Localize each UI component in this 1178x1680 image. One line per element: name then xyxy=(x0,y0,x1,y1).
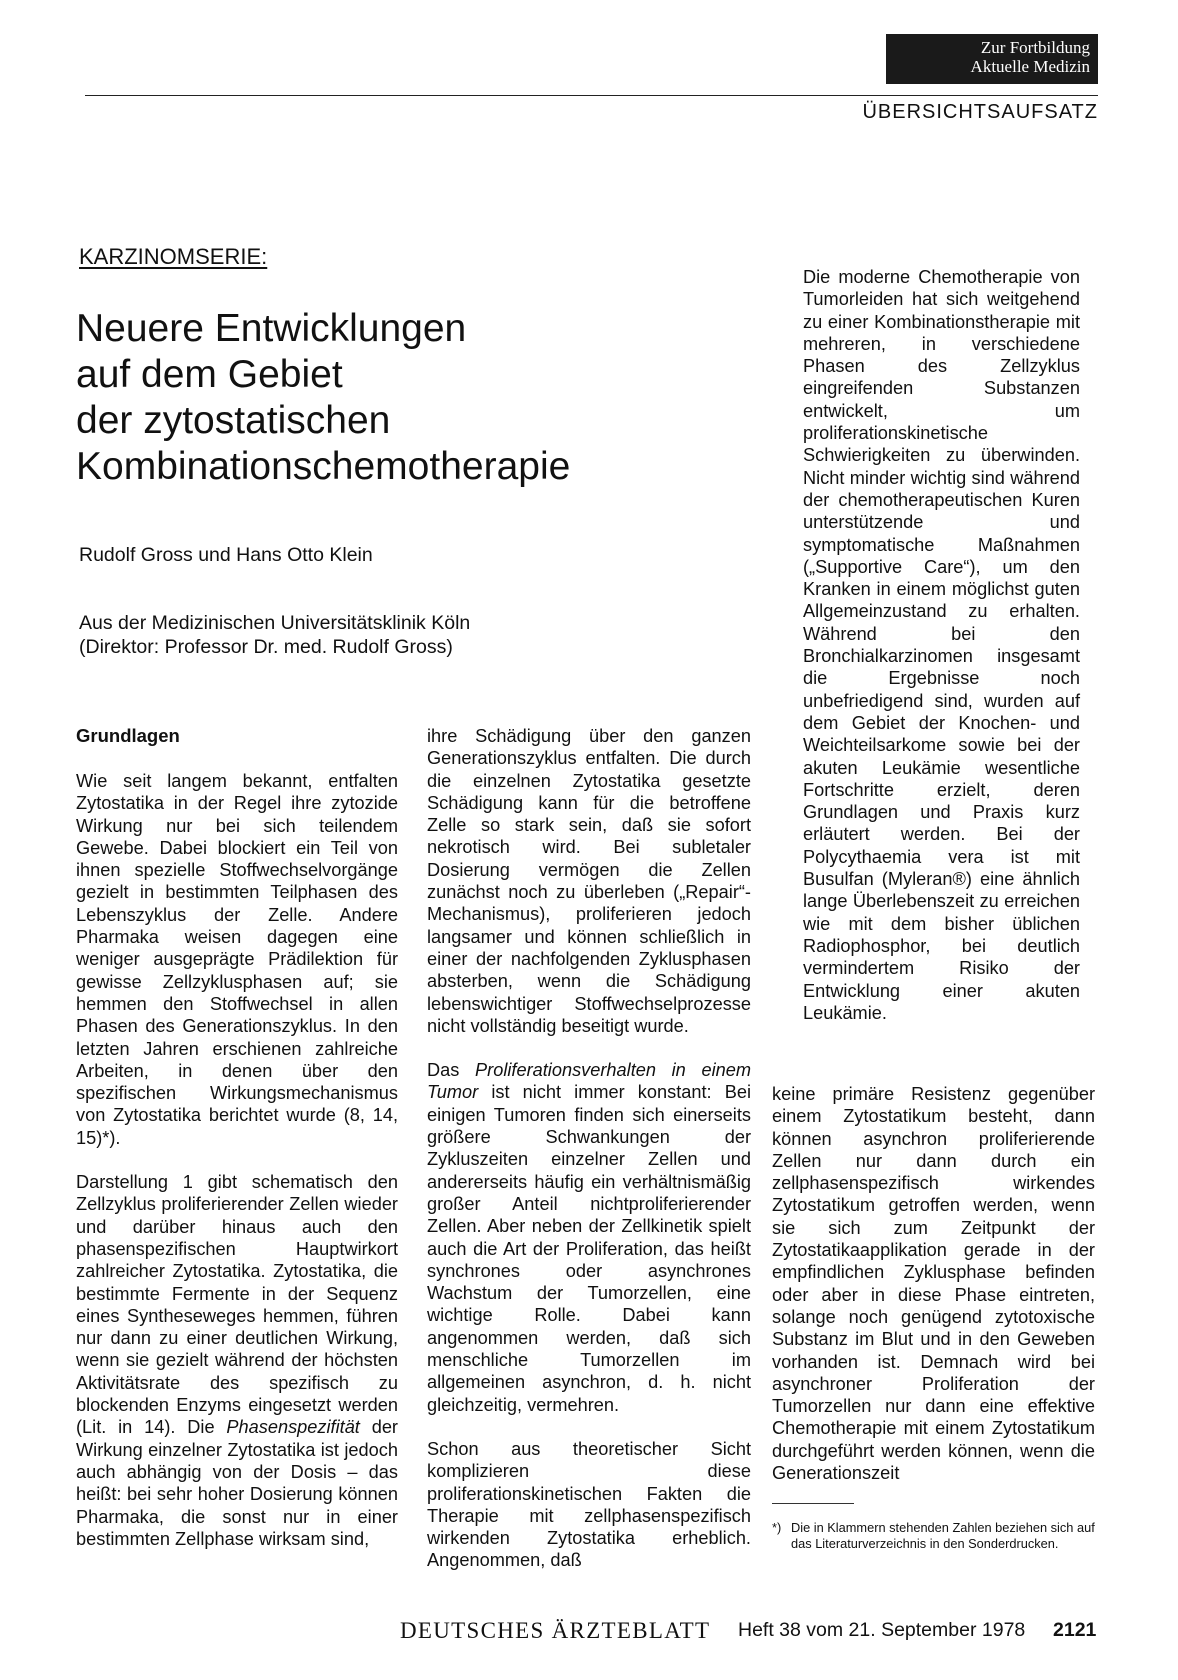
article-title xyxy=(76,306,676,490)
text-run: Darstellung 1 gibt schematisch den Zellzyklus proliferierender Zellen wieder und darüber hinaus auch den phasenspezifischen Hauptwirkort zahlreicher Zytostatika. Zytostatika, die bestimmte Fermente in der Sequenz eines Syntheseweges hemmen, führen nur dann zu einer deutlichen Wirkung, wenn sie gezielt während der höchsten Aktivitätsrate des spezifisch zu blockenden Enzyms eingesetzt werden (Lit. in 14). Die xyxy=(76,1172,398,1438)
body-paragraph xyxy=(427,1059,751,1416)
text-run: der Wirkung einzelner Zytostatika ist jedoch auch abhängig von der Dosis – das heißt: bei sehr hoher Dosierung können Pharmaka, die sonst nur in einer bestimmten Zellphase wirksam sind, xyxy=(76,1417,398,1549)
affiliation xyxy=(79,611,470,659)
page-number: 2121 xyxy=(1053,1619,1097,1641)
issue-info: Heft 38 vom 21. September 1978 xyxy=(738,1619,1026,1641)
footnote-text: Die in Klammern stehenden Zahlen beziehen sich auf das Literaturverzeichnis in den Sonderdrucken. xyxy=(791,1520,1095,1551)
series-label: KARZINOMSERIE: xyxy=(79,244,268,269)
journal-name: DEUTSCHES ÄRZTEBLATT xyxy=(400,1618,711,1643)
affiliation-line-1: Aus der Medizinischen Universitätsklinik Köln xyxy=(79,612,471,634)
emphasis-text: Phasenspezifität xyxy=(226,1417,360,1438)
title-line: Kombinationschemotherapie xyxy=(76,445,571,488)
footnote xyxy=(772,1520,1098,1552)
text-run: ist nicht immer konstant: Bei einigen Tumoren finden sich einerseits größere Schwankungen der Zykluszeiten einzelner Zellen und andererseits häufig ein verhältnismäßig großer Anteil nichtproliferierender Zellen. Aber neben der Zellkinetik spielt auch die Art der Proliferation, das heißt synchrones oder asynchrones Wachstum der Tumorzellen, eine wichtige Rolle. Dabei kann angenommen werden, daß sich menschliche Tumorzellen im allgemeinen asynchron, d. h. nicht gleichzeitig, vermehren. xyxy=(427,1082,751,1415)
body-paragraph: Wie seit langem bekannt, entfalten Zytostatika in der Regel ihre zytozide Wirkung nur bei sich teilendem Gewebe. Dabei blockiert ein Teil von ihnen spezielle Stoffwechselvorgänge gezielt in bestimmten Teilphasen des Lebenszyklus der Zelle. Andere Pharmaka weisen dagegen eine weniger ausgeprägte Prädilektion für gewisse Zellzyklusphasen auf; sie hemmen den Stoffwechsel in allen Phasen des Generationszyklus. In den letzten Jahren erschienen zahlreiche Arbeiten, in denen über den spezifischen Wirkungsmechanismus von Zytostatika berichtet wurde (8, 14, 15)*). xyxy=(76,771,398,1148)
title-line: Neuere Entwicklungen xyxy=(76,307,467,350)
body-paragraph xyxy=(76,1171,398,1550)
title-line: der zytostatischen xyxy=(76,399,391,442)
badge-line-1: Zur Fortbildung xyxy=(980,38,1090,57)
abstract-column xyxy=(803,266,1080,1024)
emphasis-text: Proliferationsverhalten in einem Tumor xyxy=(427,1060,751,1103)
text-run: Das xyxy=(427,1060,476,1081)
body-column-1 xyxy=(76,725,398,1550)
header-divider xyxy=(85,95,1098,96)
section-badge xyxy=(886,34,1098,84)
title-line: auf dem Gebiet xyxy=(76,353,343,396)
section-heading: Grundlagen xyxy=(76,725,180,746)
affiliation-line-2: (Direktor: Professor Dr. med. Rudolf Gross) xyxy=(79,636,453,658)
badge-line-2: Aktuelle Medizin xyxy=(970,57,1090,76)
body-column-3 xyxy=(772,1083,1095,1484)
body-paragraph: Schon aus theoretischer Sicht komplizieren diese proliferationskinetischen Fakten die Therapie mit zellphasenspezifisch wirkenden Zytostatika erheblich. Angenommen, daß xyxy=(427,1438,751,1571)
footnote-divider xyxy=(772,1503,854,1504)
authors: Rudolf Gross und Hans Otto Klein xyxy=(79,544,373,566)
body-column-2 xyxy=(427,725,751,1572)
body-paragraph: ihre Schädigung über den ganzen Generationszyklus entfalten. Die durch die einzelnen Zytostatika gesetzte Schädigung kann für die betroffene Zelle so stark sein, daß sie sofort nekrotisch wird. Bei subletaler Dosierung vermögen die Zellen zunächst noch zu überleben („Repair“-Mechanismus), proliferieren jedoch langsamer und können schließlich in einer der nachfolgenden Zyklusphasen absterben, wenn die Schädigung lebenswichtiger Stoffwechselprozesse nicht vollständig beseitigt wurde. xyxy=(427,726,751,1036)
section-label: ÜBERSICHTSAUFSATZ xyxy=(862,101,1098,123)
footnote-marker: *) xyxy=(772,1520,782,1535)
abstract-paragraph: Die moderne Chemotherapie von Tumorleiden hat sich weitgehend zu einer Kombinationstherapie mit mehreren, in verschiedene Phasen des Zellzyklus eingreifenden Substanzen entwickelt, um proliferationskinetische Schwierigkeiten zu überwinden. Nicht minder wichtig sind während der chemotherapeutischen Kuren unterstützende und symptomatische Maßnahmen („Supportive Care“), um den Kranken in einem möglichst guten Allgemeinzustand zu erhalten. Während bei den Bronchialkarzinomen insgesamt die Ergebnisse noch unbefriedigend sind, wurden auf dem Gebiet der Knochen- und Weichteilsarkome sowie bei der akuten Leukämie wesentliche Fortschritte erzielt, deren Grundlagen und Praxis kurz erläutert werden. Bei der Polycythaemia vera ist mit Busulfan (Myleran®) eine ähnlich lange Überlebenszeit zu erreichen wie mit dem bisher üblichen Radiophosphor, bei deutlich vermindertem Risiko der Entwicklung einer akuten Leukämie. xyxy=(803,267,1080,1023)
body-paragraph: keine primäre Resistenz gegenüber einem Zytostatikum besteht, dann können asynchron proliferierende Zellen nur dann durch ein zellphasenspezifisch wirkendes Zytostatikum getroffen werden, wenn sie sich zum Zeitpunkt der Zytostatikaapplikation gerade in der empfindlichen Zyklusphase befinden oder aber in diese Phase eintreten, solange noch genügend zytotoxische Substanz im Blut und in den Geweben vorhanden ist. Demnach wird bei asynchroner Proliferation der Tumorzellen nur dann eine effektive Chemotherapie mit einem Zytostatikum durchgeführt werden können, wenn die Generationszeit xyxy=(772,1084,1095,1484)
